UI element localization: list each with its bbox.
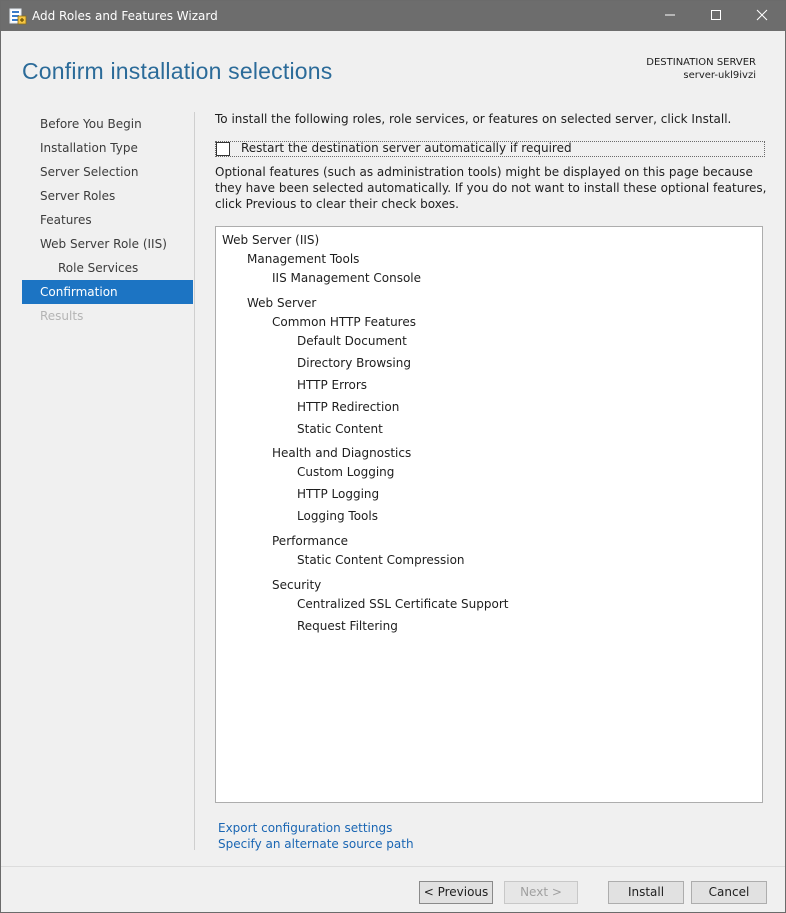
- selection-item: Static Content Compression: [297, 553, 465, 567]
- destination-server-name: server-ukl9ivzi: [683, 70, 756, 81]
- page-title: Confirm installation selections: [22, 58, 333, 84]
- nav-item-results: Results: [40, 309, 84, 323]
- destination-server-label: DESTINATION SERVER: [646, 57, 756, 68]
- alternate-source-link[interactable]: Specify an alternate source path: [218, 837, 414, 851]
- selection-item: HTTP Errors: [297, 378, 368, 392]
- selection-item: Performance: [272, 534, 349, 548]
- nav-divider: [194, 112, 195, 850]
- optional-features-note: Optional features (such as administration tools) might be displayed on this page because they have been selected automatically. If you do not want to install these optional features, click Previous to clear their check boxes.: [215, 165, 767, 211]
- selection-item: Request Filtering: [297, 619, 398, 633]
- minimize-button[interactable]: [647, 1, 693, 31]
- server-manager-icon: [9, 7, 27, 25]
- links-area: [218, 820, 414, 852]
- nav-item-features[interactable]: Features: [40, 213, 92, 227]
- selection-item: HTTP Logging: [297, 487, 380, 501]
- selection-item: Health and Diagnostics: [272, 446, 412, 460]
- install-button[interactable]: Install: [608, 881, 684, 904]
- nav-item-server-selection[interactable]: Server Selection: [40, 165, 139, 179]
- selection-item: Centralized SSL Certificate Support: [297, 597, 509, 611]
- nav-item-server-roles[interactable]: Server Roles: [40, 189, 116, 203]
- selections-list[interactable]: [215, 226, 763, 803]
- intro-text: To install the following roles, role services, or features on selected server, click Install.: [215, 112, 732, 126]
- selection-item: Static Content: [297, 422, 383, 436]
- selection-item: Security: [272, 578, 322, 592]
- footer-divider: [1, 866, 785, 867]
- next-button: Next >: [504, 881, 578, 904]
- selection-item: IIS Management Console: [272, 271, 422, 285]
- selection-item: Common HTTP Features: [272, 315, 416, 329]
- nav-item-confirmation[interactable]: Confirmation: [22, 280, 193, 304]
- selection-item: Custom Logging: [297, 465, 395, 479]
- maximize-icon: [710, 9, 722, 24]
- selection-item: Web Server: [247, 296, 317, 310]
- wizard-header: [1, 31, 785, 107]
- nav-item-before-you-begin[interactable]: Before You Begin: [40, 117, 142, 131]
- cancel-button[interactable]: Cancel: [691, 881, 767, 904]
- nav-item-web-server-role[interactable]: Web Server Role (IIS): [40, 237, 167, 251]
- title-bar[interactable]: [1, 1, 785, 31]
- nav-item-installation-type[interactable]: Installation Type: [40, 141, 138, 155]
- close-button[interactable]: [739, 1, 785, 31]
- export-configuration-link[interactable]: Export configuration settings: [218, 821, 393, 835]
- window-title: Add Roles and Features Wizard: [32, 9, 218, 23]
- restart-checkbox[interactable]: [216, 142, 230, 156]
- restart-checkbox-row[interactable]: [215, 141, 765, 157]
- minimize-icon: [664, 9, 676, 24]
- maximize-button[interactable]: [693, 1, 739, 31]
- selection-item: Management Tools: [247, 252, 360, 266]
- wizard-nav: [22, 112, 193, 328]
- selection-item: HTTP Redirection: [297, 400, 400, 414]
- restart-checkbox-label[interactable]: Restart the destination server automatically if required: [241, 141, 572, 155]
- selection-item: Logging Tools: [297, 509, 378, 523]
- previous-button[interactable]: < Previous: [419, 881, 493, 904]
- close-icon: [756, 9, 768, 24]
- nav-item-role-services[interactable]: Role Services: [58, 261, 139, 275]
- selection-item: Default Document: [297, 334, 407, 348]
- selection-item: Web Server (IIS): [222, 233, 320, 247]
- selection-item: Directory Browsing: [297, 356, 411, 370]
